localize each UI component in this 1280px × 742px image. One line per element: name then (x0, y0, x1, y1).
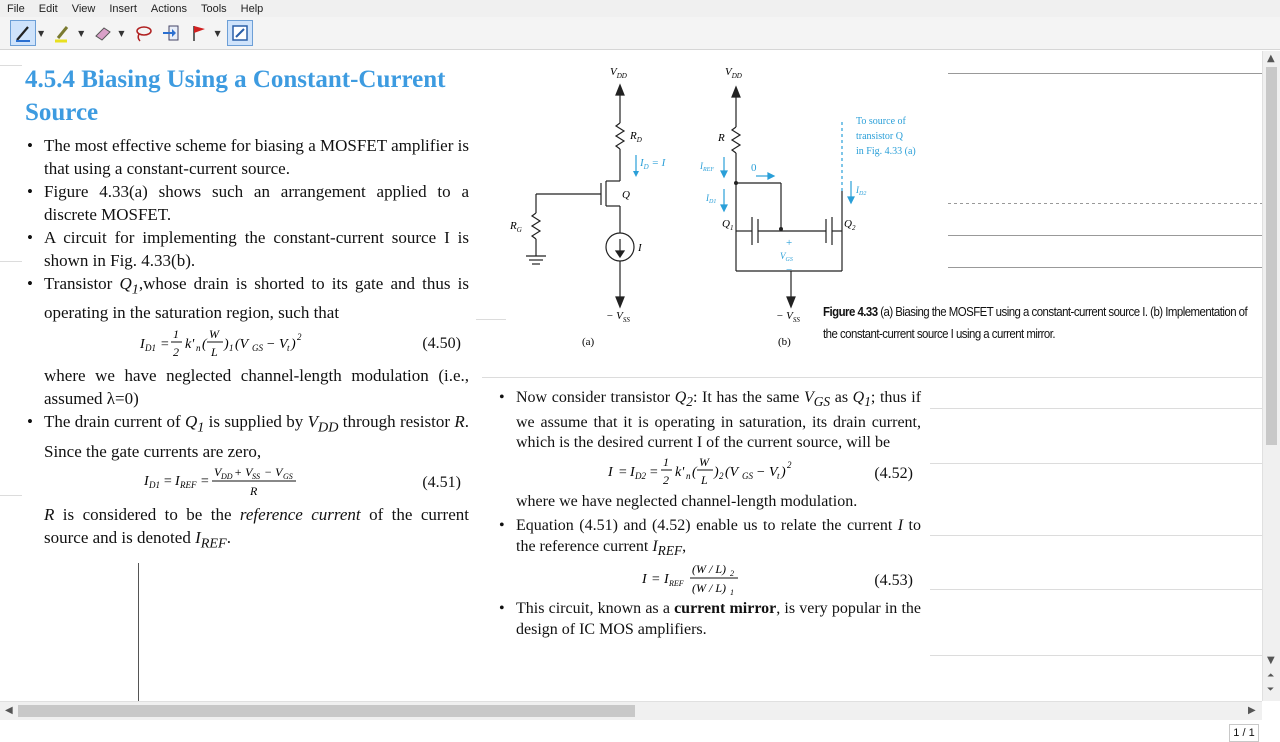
horizontal-scrollbar[interactable] (0, 701, 1262, 720)
list-item: • Transistor $Q_1,whose$ drain is shorted to its gate and thus is operating in the saturation region, such that I D1 = 1 2 k' n ( W L ) 1 (V GS − V t ) 2 (4.50) where we have neglected channel-length modulation (i.e., assumed λ=0) (25, 272, 469, 410)
scroll-down-icon[interactable]: ▼ (1267, 655, 1275, 666)
list-item: • Equation (4.51) and (4.52) enable us to relate the current I to the reference current $I_{REF}$, I = I REF (W / L) 2 (W / L) 1 (4.53) (497, 516, 921, 599)
svg-text:): ) (224, 337, 229, 353)
vss-label-a: − $V_{SS}$ (606, 310, 630, 324)
svg-text:t: t (777, 470, 780, 481)
vss-label-b: − $V_{SS}$ (776, 310, 800, 324)
list-item: • The drain current of $Q_1$ is supplied by $V_{DD}$ through resistor R. Since the gate currents are zero, I D1 = I REF = V DD + V SS − V GS R (4.51) R is considered to be the reference current of the current source and is denoted $I_{REF}$. (25, 410, 469, 555)
rd-label: $R_D$ (630, 130, 642, 144)
rule-line (0, 261, 22, 262)
menu-file[interactable]: File (7, 2, 25, 15)
paragraph: R is considered to be the reference current of the current source and is denoted $I_{REF}$. (44, 504, 469, 552)
pen-dropdown-icon[interactable]: ▼ (38, 28, 45, 38)
left-bullet-list (25, 134, 469, 555)
svg-text:2: 2 (297, 332, 302, 343)
scroll-left-icon[interactable]: ◀ (5, 705, 13, 716)
zero-current-label: 0 (751, 162, 757, 174)
equation-number: (4.50) (422, 335, 461, 353)
svg-text:k': k' (675, 464, 685, 480)
section-title: 4.5.4 Biasing Using a Constant-Current Source (25, 66, 446, 126)
rule-line (930, 589, 1262, 590)
menu-help[interactable]: Help (240, 2, 264, 15)
minus-sign: − (786, 264, 793, 276)
svg-text:− V: − V (756, 464, 778, 480)
equation-4-52 (516, 454, 921, 492)
paragraph: where we have neglected channel-length modulation. (516, 492, 858, 510)
q1-symbol: $Q_1$ (184, 412, 205, 436)
svg-text:(V: (V (235, 337, 249, 353)
q2-label: $Q_2$ (844, 218, 856, 232)
note-line-3: in Fig. 4.33 (a) (856, 146, 916, 157)
vgs-label: $V_{GS}$ (780, 251, 793, 263)
pen-tool-button[interactable] (10, 20, 36, 46)
svg-text:L: L (701, 472, 708, 487)
highlighter-tool-button[interactable] (50, 20, 76, 46)
rule-line (930, 535, 1262, 536)
equation-4-53 (516, 561, 921, 599)
list-item: • Figure 4.33(a) shows such an arrangement applied to a discrete MOSFET. (25, 180, 469, 226)
svg-text:n: n (196, 343, 201, 354)
page-down-icon[interactable]: ⏷ (1267, 685, 1275, 695)
rule-line (948, 203, 1262, 204)
equation-number: (4.53) (874, 572, 913, 590)
rule-line (948, 267, 1262, 268)
svg-text:I: I (140, 337, 145, 353)
equation-4-50-expr (140, 324, 360, 364)
svg-text:GS: GS (742, 470, 753, 481)
iref-label: $I_{REF}$ (700, 161, 714, 173)
id1-label: $I_{D1}$ (706, 193, 717, 205)
svg-text:2: 2 (663, 472, 669, 487)
rule-line (948, 235, 1262, 236)
svg-text:R: R (250, 483, 258, 498)
svg-text:− V: − V (266, 337, 288, 353)
svg-text:DD: DD (221, 471, 233, 481)
svg-text:I: I (175, 473, 180, 489)
q1-label: $Q_1$ (722, 218, 734, 232)
svg-text:L: L (211, 345, 218, 360)
flag-dropdown-icon[interactable]: ▼ (214, 28, 221, 38)
svg-text:): ) (291, 337, 296, 353)
svg-text:(W / L): (W / L) (692, 581, 726, 596)
note-line-2: transistor Q (856, 131, 903, 142)
right-bullet-list (497, 388, 921, 640)
svg-text:(: ( (202, 337, 207, 353)
svg-text:2: 2 (730, 569, 734, 579)
r-symbol: R (454, 412, 465, 432)
equation-number: (4.52) (874, 464, 913, 482)
page-up-icon[interactable]: ⏶ (1267, 671, 1275, 681)
svg-text:1: 1 (173, 327, 179, 342)
rule-line (930, 408, 1262, 409)
r-label: R (718, 132, 725, 144)
equation-4-51 (44, 463, 469, 503)
svg-text:SS: SS (252, 471, 260, 481)
svg-text:1: 1 (229, 343, 234, 354)
eraser-dropdown-icon[interactable]: ▼ (118, 28, 125, 38)
highlighter-dropdown-icon[interactable]: ▼ (78, 28, 85, 38)
svg-text:D2: D2 (635, 470, 646, 481)
eraser-tool-button[interactable] (90, 20, 116, 46)
circuit-a (526, 85, 634, 307)
svg-text:=: = (649, 464, 659, 480)
svg-text:t: t (287, 343, 290, 354)
pen-icon (13, 23, 33, 43)
flag-tool-button[interactable] (186, 20, 212, 46)
rule-line (930, 463, 1262, 464)
equation-4-52-expr (608, 452, 828, 492)
svg-text:GS: GS (252, 343, 263, 354)
scroll-right-icon[interactable]: ▶ (1248, 705, 1256, 716)
svg-text:D1: D1 (149, 479, 160, 490)
rule-line (476, 319, 506, 320)
rule-line (0, 65, 22, 66)
select-tool-button[interactable] (227, 20, 253, 46)
page-indicator: 1 / 1 (1229, 724, 1259, 742)
svg-text:V: V (214, 464, 222, 479)
vertical-scroll-thumb[interactable] (1266, 67, 1277, 445)
equation-4-51-expr (144, 463, 364, 503)
svg-text:(V: (V (725, 464, 739, 480)
list-item: • This circuit, known as a current mirror, is very popular in the design of IC MOS amplifiers. (497, 599, 921, 640)
menu-tools[interactable]: Tools (200, 2, 227, 15)
equation-4-53-expr (642, 559, 802, 599)
svg-text:2: 2 (719, 470, 724, 481)
svg-text:): ) (781, 464, 786, 480)
figure-caption: Figure 4.33 (a) Biasing the MOSFET using a constant-current source I. (b) Implementation of the constant-current source I using a current mirror. (823, 304, 1248, 341)
svg-text:=: = (200, 473, 210, 489)
scroll-up-icon[interactable]: ▲ (1267, 53, 1275, 64)
svg-text:=: = (160, 337, 170, 353)
rule-line (0, 495, 22, 496)
insert-space-icon (161, 23, 181, 43)
svg-text:GS: GS (283, 471, 293, 481)
svg-text:n: n (686, 470, 691, 481)
eraser-icon (93, 23, 113, 43)
lasso-icon (133, 23, 153, 43)
list-item: • A circuit for implementing the constant-current source I is shown in Fig. 4.33(b). (25, 226, 469, 272)
svg-text:− V: − V (264, 464, 283, 479)
svg-text:I: I (608, 464, 613, 480)
figure-b-label: (b) (778, 336, 791, 348)
rule-line (948, 73, 1262, 74)
toolbar (0, 17, 1280, 50)
svg-text:1: 1 (663, 454, 669, 469)
svg-text:D1: D1 (145, 343, 156, 354)
svg-text:I: I (664, 572, 669, 588)
vertical-scrollbar[interactable] (1262, 51, 1280, 701)
note-line-1: To source of (856, 116, 906, 127)
rule-line (138, 563, 139, 701)
rule-line (930, 655, 1262, 656)
menu-bar (0, 0, 1280, 17)
equation-number: (4.51) (422, 473, 461, 491)
menu-edit[interactable]: Edit (38, 2, 58, 15)
svg-text:2: 2 (787, 459, 792, 470)
svg-text:REF: REF (180, 479, 197, 490)
equation-4-50 (44, 324, 469, 364)
menu-view[interactable]: View (71, 2, 96, 15)
vdd-symbol: $V_{DD}$ (307, 412, 339, 436)
id-label: $I_D = I$ (640, 157, 666, 171)
id2-label: $I_{D2}$ (856, 185, 867, 197)
svg-text:I: I (642, 572, 647, 588)
svg-text:=: = (651, 572, 661, 588)
svg-text:I: I (630, 464, 635, 480)
svg-text:W: W (699, 454, 709, 469)
q-label: Q (622, 189, 630, 201)
flag-icon (189, 23, 209, 43)
svg-text:I: I (144, 473, 149, 489)
rule-line (482, 377, 1262, 378)
vdd-label-b: $V_{DD}$ (725, 66, 742, 80)
insert-space-tool-button[interactable] (158, 20, 184, 46)
menu-actions[interactable]: Actions (150, 2, 187, 15)
lasso-tool-button[interactable] (130, 20, 156, 46)
svg-text:2: 2 (173, 345, 179, 360)
svg-text:REF: REF (669, 579, 684, 589)
i-label: I (638, 242, 642, 254)
svg-text:): ) (714, 464, 719, 480)
horizontal-scroll-thumb[interactable] (18, 705, 635, 717)
plus-sign: + (786, 237, 793, 249)
select-icon (230, 23, 250, 43)
svg-text:(: ( (692, 464, 697, 480)
svg-text:W: W (209, 327, 219, 342)
rg-label: $R_G$ (510, 220, 522, 234)
q1-symbol: $Q_1$ (119, 274, 139, 298)
svg-text:k': k' (185, 337, 195, 353)
vdd-label-a: $V_{DD}$ (610, 66, 627, 80)
paragraph: where we have neglected channel-length modulation (i.e., assumed λ=0) (44, 366, 469, 409)
figure-a-label: (a) (582, 336, 595, 348)
svg-text:(W / L): (W / L) (692, 562, 726, 577)
list-item: • Now consider transistor $Q_2$: It has the same $V_{GS}$ as $Q_1$; thus if we assume that it is operating in saturation, its drain current, which is the desired current I of the current source, will be I = I D2 = 1 2 k' n ( W L ) 2 (V GS − V t ) 2 (4.52) where we have neglected channel-length modulation. (497, 388, 921, 512)
svg-text:=: = (163, 473, 173, 489)
svg-text:=: = (618, 464, 628, 480)
document-page[interactable] (0, 51, 1262, 739)
menu-insert[interactable]: Insert (109, 2, 137, 15)
list-item: • The most effective scheme for biasing a MOSFET amplifier is that using a constant-current source. (25, 134, 469, 180)
svg-text:1: 1 (730, 588, 734, 598)
svg-text:+ V: + V (234, 464, 253, 479)
highlighter-icon (53, 23, 73, 43)
